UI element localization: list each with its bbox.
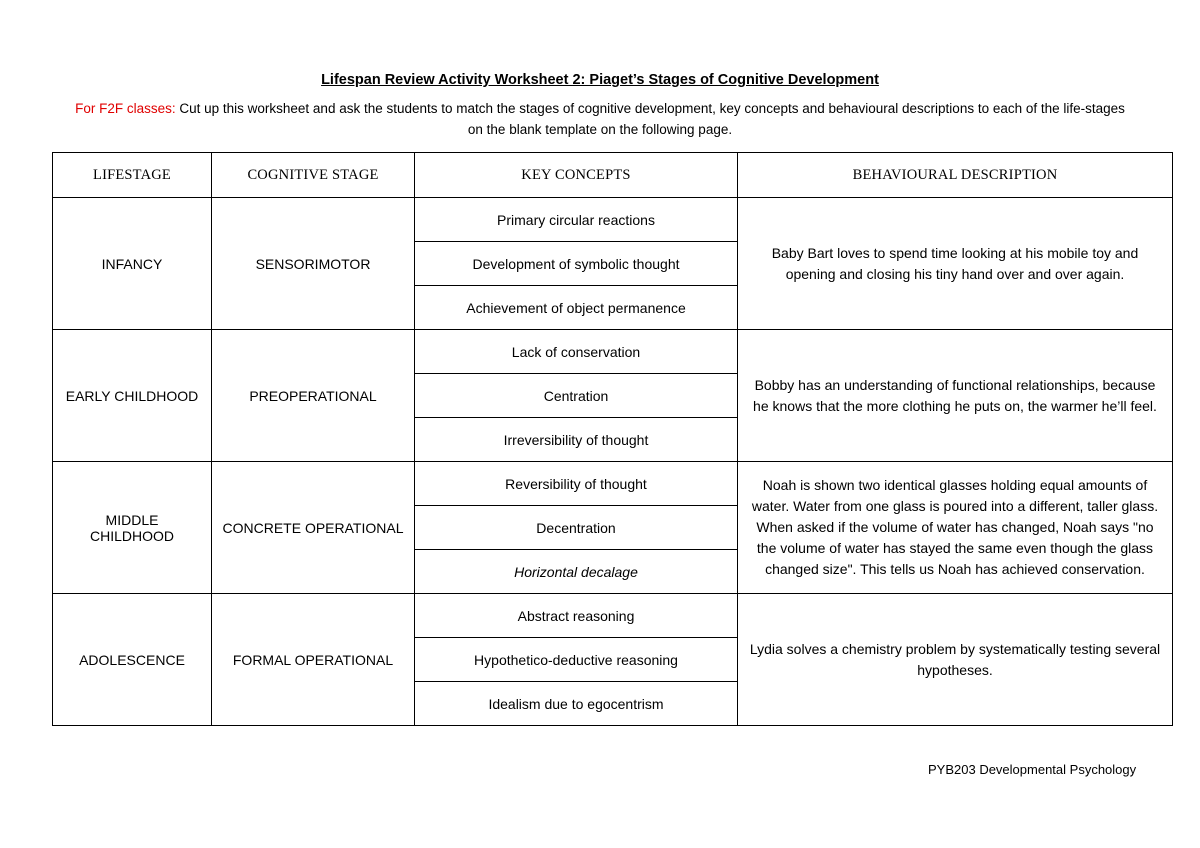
key-concept-cell: Hypothetico-deductive reasoning bbox=[415, 638, 738, 682]
table-row bbox=[53, 462, 1173, 506]
footer-course-label: PYB203 Developmental Psychology bbox=[928, 762, 1137, 777]
key-concept-cell: Centration bbox=[415, 374, 738, 418]
key-concept-cell: Lack of conservation bbox=[415, 330, 738, 374]
lifestage-cell: MIDDLE CHILDHOOD bbox=[53, 462, 212, 594]
table-row bbox=[53, 594, 1173, 638]
key-concept-cell: Irreversibility of thought bbox=[415, 418, 738, 462]
key-concept-cell: Idealism due to egocentrism bbox=[415, 682, 738, 726]
description-cell: Bobby has an understanding of functional relationships, because he knows that the more clothing he puts on, the warmer he’ll feel. bbox=[738, 330, 1173, 462]
header-cognitive-stage: COGNITIVE STAGE bbox=[212, 153, 415, 198]
lifestage-cell: INFANCY bbox=[53, 198, 212, 330]
key-concept-cell: Achievement of object permanence bbox=[415, 286, 738, 330]
worksheet-title: Lifespan Review Activity Worksheet 2: Piaget’s Stages of Cognitive Development bbox=[321, 72, 879, 88]
cognitive-stage-cell: SENSORIMOTOR bbox=[212, 198, 415, 330]
lifestage-cell: ADOLESCENCE bbox=[53, 594, 212, 726]
description-cell: Baby Bart loves to spend time looking at his mobile toy and opening and closing his tiny hand over and over again. bbox=[738, 198, 1173, 330]
header-behavioural-description: BEHAVIOURAL DESCRIPTION bbox=[738, 153, 1173, 198]
cognitive-stage-cell: CONCRETE OPERATIONAL bbox=[212, 462, 415, 594]
key-concept-cell: Primary circular reactions bbox=[415, 198, 738, 242]
key-concept-cell: Reversibility of thought bbox=[415, 462, 738, 506]
lifestage-cell: EARLY CHILDHOOD bbox=[53, 330, 212, 462]
key-concept-cell: Development of symbolic thought bbox=[415, 242, 738, 286]
header-key-concepts: KEY CONCEPTS bbox=[415, 153, 738, 198]
table-row bbox=[53, 330, 1173, 374]
instructions-text: Cut up this worksheet and ask the students to match the stages of cognitive development, key concepts and behavioural descriptions to each of the life-stages on the blank template on the following page. bbox=[175, 101, 1125, 137]
table-row bbox=[53, 198, 1173, 242]
cognitive-stage-cell: FORMAL OPERATIONAL bbox=[212, 594, 415, 726]
description-cell: Noah is shown two identical glasses holding equal amounts of water. Water from one glass is poured into a different, taller glass. When asked if the volume of water has changed, Noah says "no the volume of water has stayed the same even though the glass changed size". This tells us Noah has achieved conservation. bbox=[738, 462, 1173, 594]
instructions-lead: For F2F classes: bbox=[75, 101, 176, 116]
table-header-row bbox=[53, 153, 1173, 198]
key-concept-cell: Decentration bbox=[415, 506, 738, 550]
instructions bbox=[70, 98, 1130, 140]
key-concept-cell: Horizontal decalage bbox=[415, 550, 738, 594]
description-cell: Lydia solves a chemistry problem by systematically testing several hypotheses. bbox=[738, 594, 1173, 726]
header-lifestage: LIFESTAGE bbox=[53, 153, 212, 198]
cognitive-stage-cell: PREOPERATIONAL bbox=[212, 330, 415, 462]
key-concept-cell: Abstract reasoning bbox=[415, 594, 738, 638]
stages-table bbox=[52, 152, 1173, 726]
